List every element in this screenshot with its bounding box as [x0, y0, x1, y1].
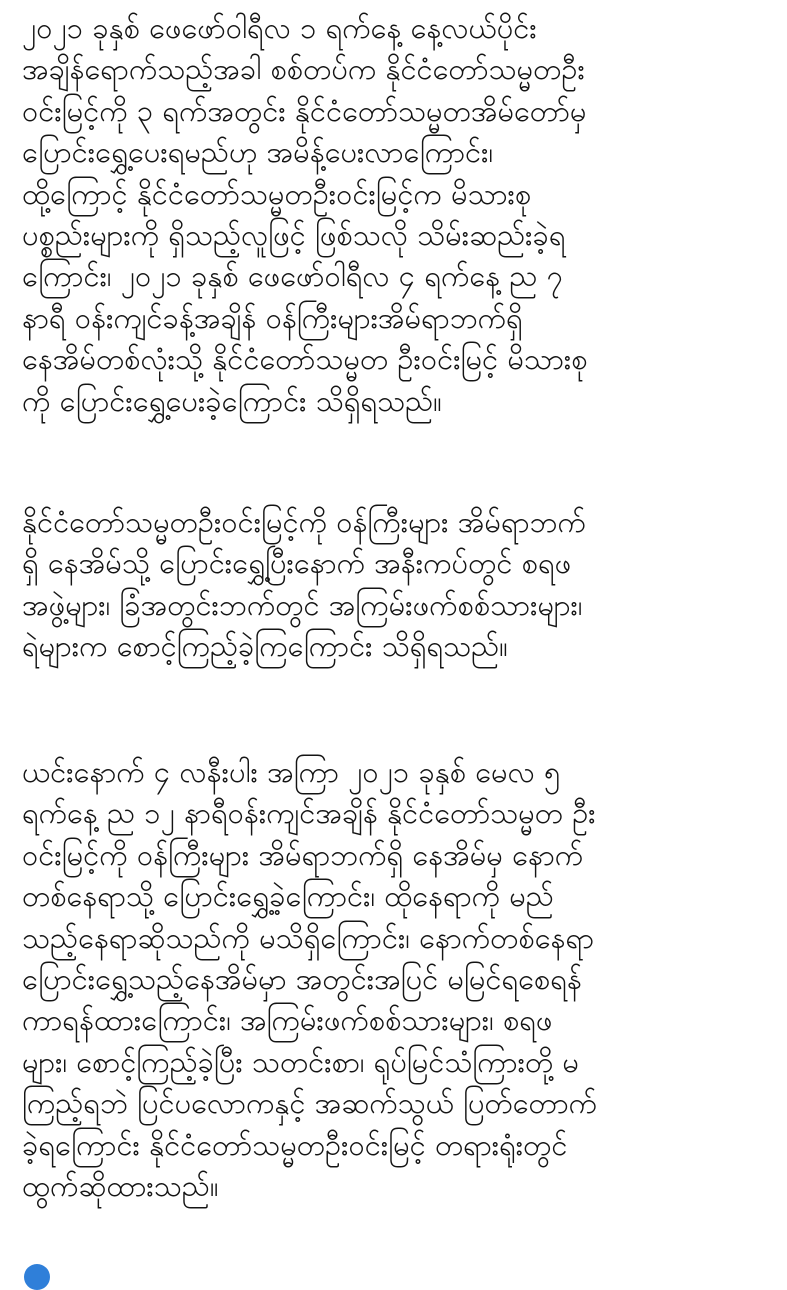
- text-line: ယင်းနောက် ၄ လနီးပါး အကြာ ၂၀၂၁ ခုနှစ် မေလ ၅: [22, 755, 561, 789]
- text-line: နာရီ ဝန်းကျင်ခန့်အချိန် ဝန်ကြီးများအိမ်ရာဘက်ရှိ: [22, 300, 523, 335]
- paragraph-1: [22, 8, 588, 422]
- text-line: အဖွဲ့များ၊ ခြံအတွင်းဘက်တွင် အကြမ်းဖက်စစ်သားများ၊: [22, 587, 583, 622]
- text-line: ကာရန်ထားကြောင်း၊ အကြမ်းဖက်စစ်သားများ၊ စရဖ: [22, 1003, 553, 1038]
- avatar[interactable]: [24, 1264, 50, 1290]
- paragraph-3: [22, 752, 597, 1207]
- text-line: ကို ပြောင်းရွှေ့ပေးခဲ့ကြောင်း သိရှိရသည်။: [22, 383, 442, 418]
- text-line: ရက်နေ့ ည ၁၂ နာရီဝန်းကျင်အချိန် နိုင်ငံတော်သမ္မတ ဦး: [22, 796, 596, 831]
- text-line: ရဲများက စောင့်ကြည့်ခဲ့ကြကြောင်း သိရှိရသည်။: [22, 629, 508, 664]
- paragraph-2: [22, 502, 586, 668]
- text-line: ကြောင်း၊ ၂၀၂၁ ခုနှစ် ဖေဖော်ဝါရီလ ၄ ရက်နေ့ ည ၇: [22, 259, 563, 294]
- text-line: ပြောင်းရွှေ့သည့်နေအိမ်မှာ အတွင်းအပြင် မမြင်ရစေရန်: [22, 962, 582, 997]
- text-line: ဝင်းမြင့်ကို ၃ ရက်အတွင်း နိုင်ငံတော်သမ္မတအိမ်တော်မှ: [22, 93, 587, 128]
- text-line: ထွက်ဆိုထားသည်။: [22, 1169, 219, 1204]
- text-line: ပစ္စည်းများကို ရှိသည့်လူဖြင့် ဖြစ်သလို သိမ်းဆည်းခဲ့ရ: [22, 218, 566, 253]
- text-line: နိုင်ငံတော်သမ္မတဦးဝင်းမြင့်ကို ဝန်ကြီးများ အိမ်ရာဘက်: [22, 505, 586, 539]
- text-line: ကြည့်ရဘဲ ပြင်ပလောကနှင့် အဆက်သွယ် ပြတ်တောက်: [22, 1086, 598, 1121]
- text-line: ဝင်းမြင့်ကို ဝန်ကြီးများ အိမ်ရာဘက်ရှိ နေအိမ်မှ နောက်: [22, 837, 584, 872]
- text-line: ၂၀၂၁ ခုနှစ် ဖေဖော်ဝါရီလ ၁ ရက်နေ့ နေ့လယ်ပိုင်း: [22, 11, 537, 45]
- text-line: တစ်နေရာသို့ ပြောင်းရွှေ့ခဲ့ကြောင်း၊ ထိုနေရာကို မည်: [22, 879, 554, 914]
- text-line: သည့်နေရာဆိုသည်ကို မသိရှိကြောင်း၊ နောက်တစ်နေရာ: [22, 920, 595, 955]
- text-line: ခဲ့ရကြောင်း နိုင်ငံတော်သမ္မတဦးဝင်းမြင့် တရားရုံးတွင်: [22, 1127, 568, 1162]
- text-line: ပြောင်းရွှေ့ပေးရမည်ဟု အမိန့်ပေးလာကြောင်း၊: [22, 135, 494, 170]
- text-line: ထို့ကြောင့် နိုင်ငံတော်သမ္မတဦးဝင်းမြင့်က မိသားစု: [22, 176, 532, 211]
- text-line: ရှိ နေအိမ်သို့ ပြောင်းရွှေ့ပြီးနောက် အနီးကပ်တွင် စရဖ: [22, 546, 572, 581]
- text-line: များ၊ စောင့်ကြည့်ခဲ့ပြီး သတင်းစာ၊ ရုပ်မြင်သံကြားတို့ မ: [22, 1044, 579, 1079]
- text-line: နေအိမ်တစ်လုံးသို့ နိုင်ငံတော်သမ္မတ ဦးဝင်းမြင့် မိသားစု: [22, 342, 588, 377]
- text-line: အချိန်ရောက်သည့်အခါ စစ်တပ်က နိုင်ငံတော်သမ္မတဦး: [22, 52, 585, 87]
